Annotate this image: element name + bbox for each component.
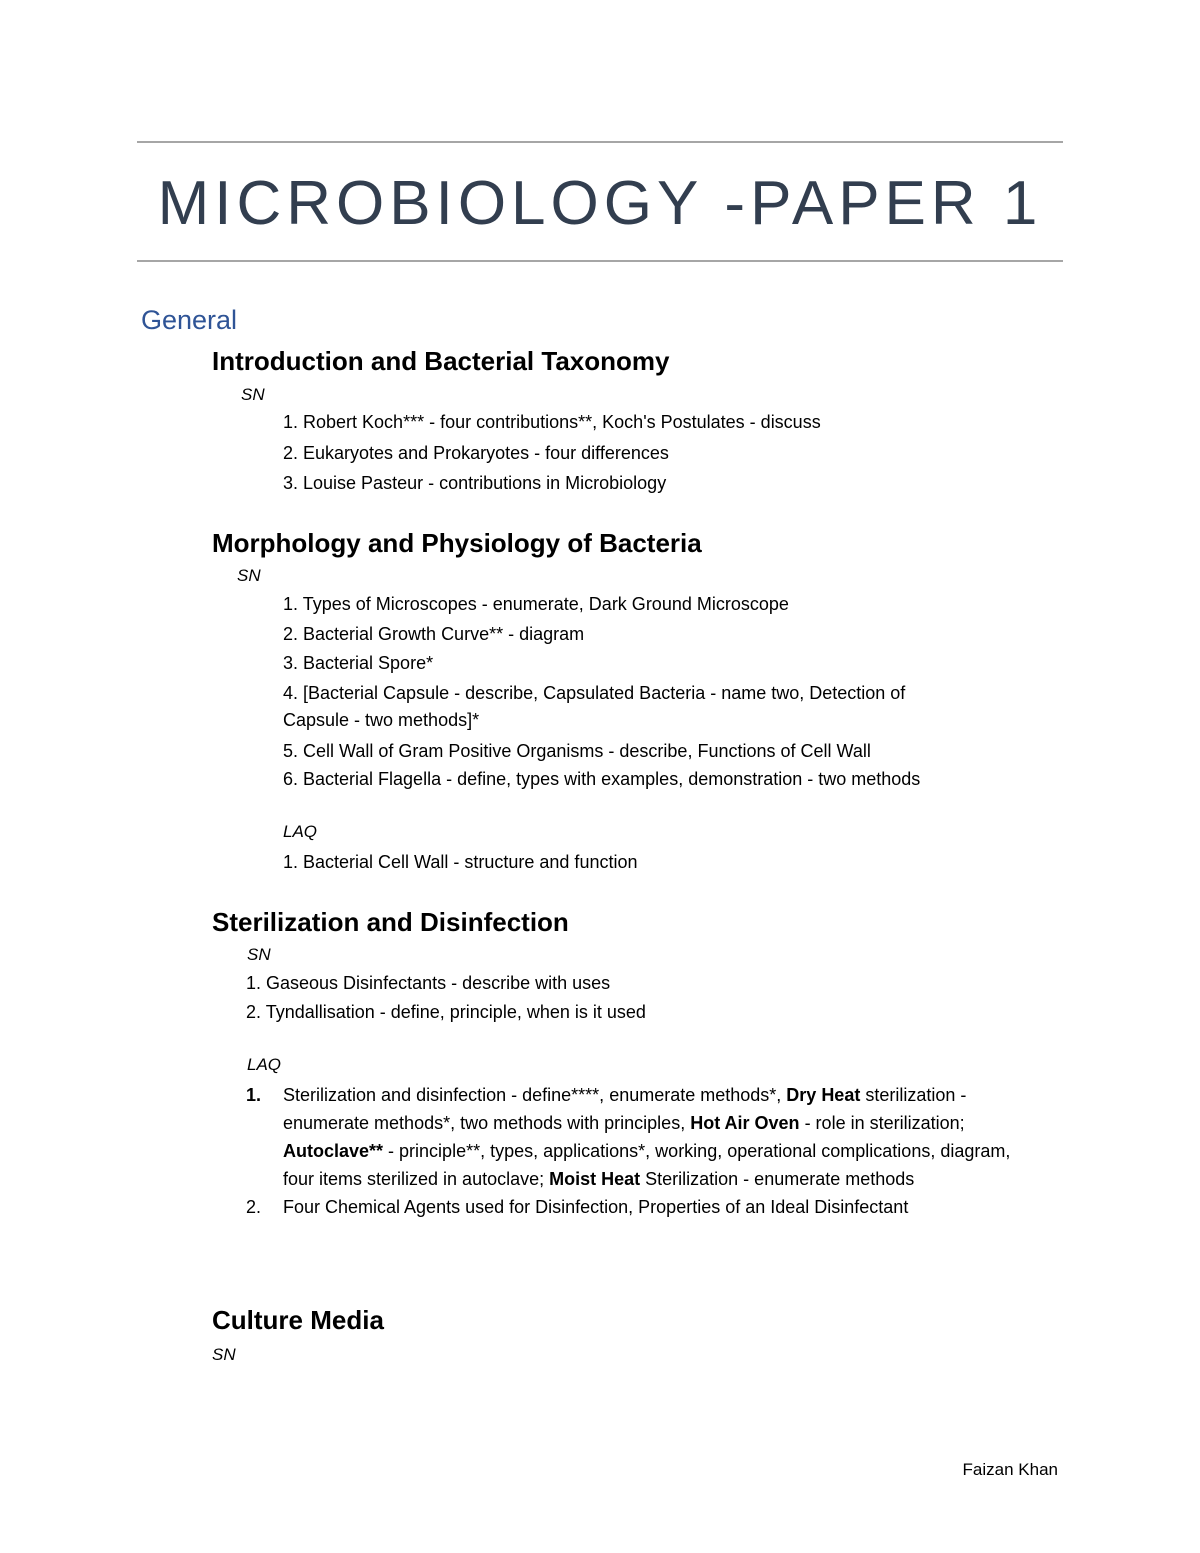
topic-heading-sterilization: Sterilization and Disinfection <box>212 907 569 937</box>
topic-heading-intro: Introduction and Bacterial Taxonomy <box>212 346 670 376</box>
morphology-laq-label: LAQ <box>283 822 318 841</box>
sterilization-laq-list <box>246 1081 1046 1221</box>
morphology-item-6: 6. Bacterial Flagella - define, types with examples, demonstration - two methods <box>283 769 921 789</box>
morphology-item-1: 1. Types of Microscopes - enumerate, Dark Ground Microscope <box>283 594 789 614</box>
laq-item-1-text: Sterilization and disinfection - define****, enumerate methods*, Dry Heat sterilization - enumerate methods*, two methods with principles, Hot Air Oven - role in sterilization; Autoclave** - principle**, types, applications*, working, operational complications, diagram, four items sterilized in autoclave; Moist Heat Sterilization - enumerate methods <box>283 1085 1011 1189</box>
footer-author: Faizan Khan <box>962 1460 1058 1479</box>
page-title: MICROBIOLOGY -PAPER 1 <box>157 169 1043 238</box>
morphology-item-4: 4. [Bacterial Capsule - describe, Capsulated Bacteria - name two, Detection of <box>283 683 906 703</box>
intro-item-2: 2. Eukaryotes and Prokaryotes - four differences <box>283 443 669 463</box>
sterilization-sn-label: SN <box>247 945 271 964</box>
laq-item-2-number: 2. <box>246 1197 262 1217</box>
intro-sn-label: SN <box>241 385 265 404</box>
morphology-item-4-cont: Capsule - two methods]* <box>283 710 480 730</box>
intro-item-3: 3. Louise Pasteur - contributions in Microbiology <box>283 473 667 493</box>
section-heading-general: General <box>141 305 238 335</box>
morphology-item-3: 3. Bacterial Spore* <box>283 653 434 673</box>
intro-item-1: 1. Robert Koch*** - four contributions**, Koch's Postulates - discuss <box>283 412 821 432</box>
sterilization-item-2: 2. Tyndallisation - define, principle, when is it used <box>246 1002 646 1022</box>
sterilization-item-1: 1. Gaseous Disinfectants - describe with uses <box>246 973 611 993</box>
laq-item-1-number: 1. <box>246 1085 262 1105</box>
topic-heading-culture-media: Culture Media <box>212 1305 384 1335</box>
morphology-sn-label: SN <box>237 566 261 585</box>
morphology-item-2: 2. Bacterial Growth Curve** - diagram <box>283 624 585 644</box>
title-rule-top <box>137 141 1063 143</box>
title-rule-bottom <box>137 260 1063 262</box>
culture-sn-label: SN <box>212 1345 236 1364</box>
sterilization-laq-item-2 <box>246 1193 1046 1221</box>
morphology-laq-item-1: 1. Bacterial Cell Wall - structure and function <box>283 852 638 872</box>
topic-heading-morphology: Morphology and Physiology of Bacteria <box>212 528 702 558</box>
sterilization-laq-label: LAQ <box>247 1055 282 1074</box>
laq-item-2-text: Four Chemical Agents used for Disinfection, Properties of an Ideal Disinfectant <box>283 1197 909 1217</box>
morphology-item-5: 5. Cell Wall of Gram Positive Organisms - describe, Functions of Cell Wall <box>283 741 871 761</box>
sterilization-laq-item-1 <box>246 1081 1046 1193</box>
